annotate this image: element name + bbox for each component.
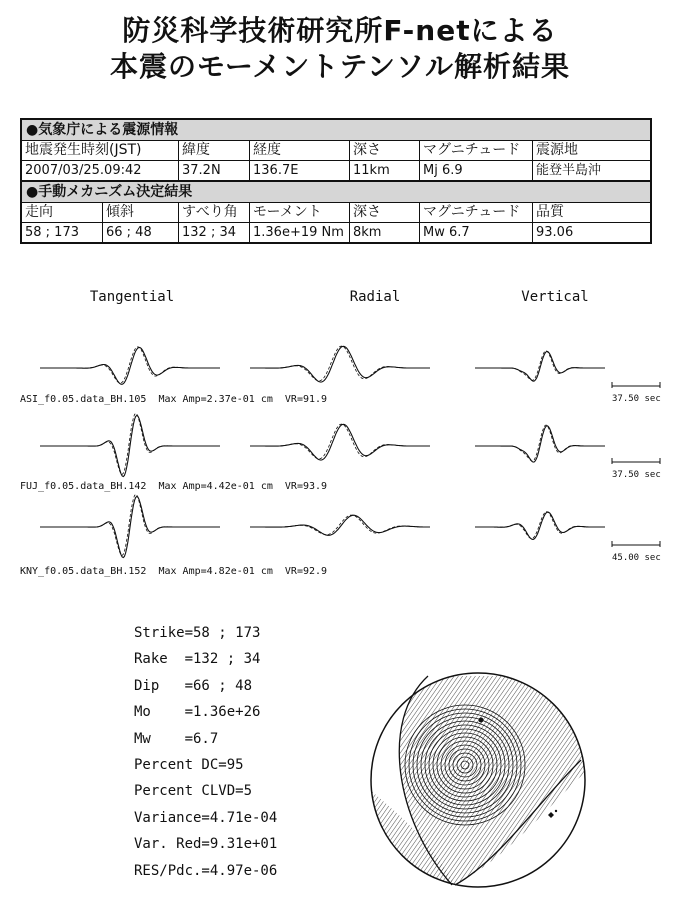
mech-dip-value: 66 ; 48 bbox=[103, 223, 179, 242]
time-scale-label-kny: 45.00 sec bbox=[612, 553, 661, 563]
param-var-red: Var. Red=9.31e+01 bbox=[134, 836, 278, 853]
param-rake: Rake =132 ; 34 bbox=[134, 651, 261, 668]
mech-col-quality: 品質 bbox=[536, 204, 564, 220]
mech-col-rake: すべり角 bbox=[179, 203, 250, 222]
param-variance: Variance=4.71e-04 bbox=[134, 809, 278, 826]
mech-col-depth: 深さ bbox=[350, 203, 420, 222]
jma-lat-value: 37.2N bbox=[179, 161, 250, 180]
param-strike: Strike=58 ; 173 bbox=[134, 625, 261, 641]
jma-region-value: 能登半島沖 bbox=[536, 163, 602, 178]
mech-moment-value: 1.36e+19 Nm bbox=[250, 223, 350, 242]
page-title-line2: 本震のモーメントテンソル解析結果 bbox=[109, 50, 571, 83]
param-percent-dc: Percent DC=95 bbox=[134, 757, 244, 774]
jma-mag-value: Mj 6.9 bbox=[420, 161, 533, 180]
param-mo: Mo =1.36e+26 bbox=[134, 704, 261, 721]
jma-col-mag: マグニチュード bbox=[420, 141, 533, 160]
param-percent-clvd: Percent CLVD=5 bbox=[134, 783, 253, 800]
mech-quality-value: 93.06 bbox=[536, 225, 574, 240]
param-dip: Dip =66 ; 48 bbox=[134, 677, 253, 694]
mech-strike-value: 58 ; 173 bbox=[22, 223, 103, 242]
param-res-pdc: RES/Pdc.=4.97e-06 bbox=[134, 862, 278, 879]
component-title-tangential: Tangential bbox=[89, 289, 175, 305]
jma-depth-value: 11km bbox=[350, 161, 420, 180]
mech-section-header: ●手動メカニズム決定結果 bbox=[22, 181, 650, 203]
jma-col-lat: 緯度 bbox=[179, 141, 250, 160]
station-label-fuj: FUJ_f0.05.data_BH.142 Max Amp=4.42e-01 cm VR=93.9 bbox=[20, 481, 328, 492]
mech-depth-value: 8km bbox=[350, 223, 420, 242]
page-title-line1: 防災科学技術研究所F-netによる bbox=[122, 14, 558, 47]
mech-col-strike: 走向 bbox=[22, 203, 103, 222]
station-label-kny: KNY_f0.05.data_BH.152 Max Amp=4.82e-01 cm VR=92.9 bbox=[20, 566, 328, 577]
jma-col-time: 地震発生時刻(JST) bbox=[22, 141, 179, 160]
station-label-asi: ASI_f0.05.data_BH.105 Max Amp=2.37e-01 cm VR=91.9 bbox=[20, 394, 328, 405]
jma-col-lon: 経度 bbox=[250, 141, 350, 160]
time-scale-label-asi: 37.50 sec bbox=[612, 394, 661, 404]
component-title-radial: Radial bbox=[349, 289, 401, 305]
component-title-vertical: Vertical bbox=[521, 289, 589, 305]
jma-col-depth: 深さ bbox=[350, 141, 420, 160]
param-mw: Mw =6.7 bbox=[134, 730, 219, 747]
time-scale-label-fuj: 37.50 sec bbox=[612, 470, 661, 480]
t-axis-dot bbox=[555, 810, 557, 812]
mech-col-mag: マグニチュード bbox=[420, 203, 533, 222]
mech-mag-value: Mw 6.7 bbox=[420, 223, 533, 242]
jma-lon-value: 136.7E bbox=[250, 161, 350, 180]
jma-time-value: 2007/03/25.09:42 bbox=[22, 161, 179, 180]
jma-section-header: ●気象庁による震源情報 bbox=[22, 120, 650, 141]
mech-col-dip: 傾斜 bbox=[103, 203, 179, 222]
mech-col-moment: モーメント bbox=[250, 203, 350, 222]
p-axis-marker bbox=[479, 718, 484, 723]
mech-rake-value: 132 ; 34 bbox=[179, 223, 250, 242]
jma-col-region: 震源地 bbox=[536, 142, 578, 158]
